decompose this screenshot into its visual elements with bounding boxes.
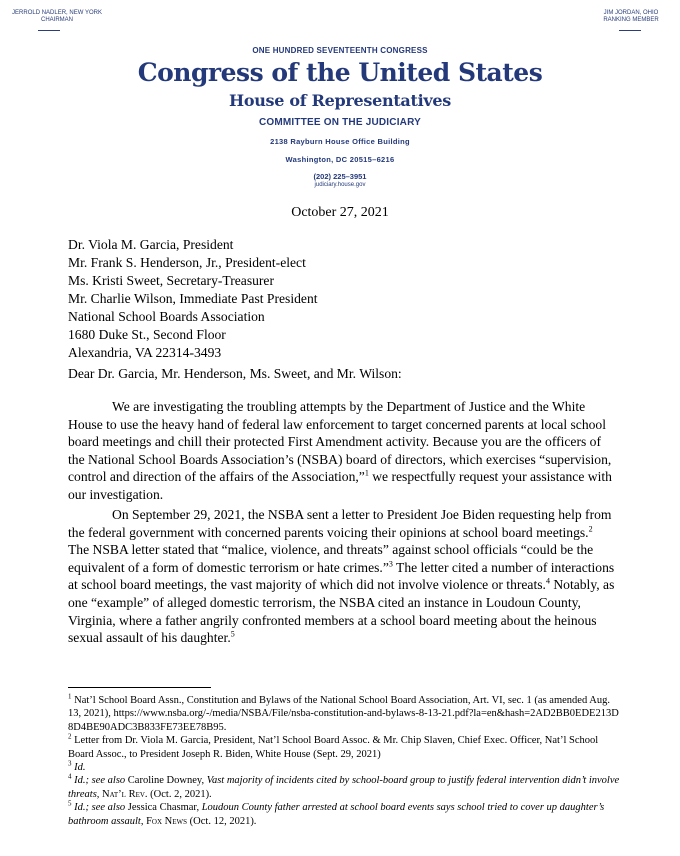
paragraph-text: The NSBA letter stated that “malice, violence, and threats” against school officials “could be the equivalent of a form of domestic terrorism or hate crimes.” bbox=[68, 542, 594, 575]
ranking-member-rule bbox=[619, 30, 641, 31]
recipient-line: Mr. Frank S. Henderson, Jr., President-elect bbox=[68, 255, 306, 270]
ranking-member-title: RANKING MEMBER bbox=[603, 17, 659, 23]
footnote-ref-3: 3 bbox=[388, 559, 393, 569]
body-paragraph-1 bbox=[68, 398, 616, 504]
footnote-number: 1 bbox=[68, 692, 72, 701]
footnote-3 bbox=[68, 761, 620, 774]
footnote-article-title: Vast majority of incidents cited by school-board group to justify federal intervention didn’t involve threats, bbox=[68, 775, 620, 800]
footnote-text: Id.; see also bbox=[71, 802, 126, 814]
paragraph-text: Notably, as one “example” of alleged domestic terrorism, the NSBA cited an instance in Loudoun County, Virginia, where a father angrily confronted members at a school board meeting about the heinous sexual assault of his daughter. bbox=[68, 577, 615, 646]
footnote-text: Letter from Dr. Viola M. Garcia, President, Nat’l School Board Assoc. & Mr. Chip Slaven, Chief Exec. Officer, Nat’l School Board Assoc., to President Joseph R. Biden, White House (Sept. 29, 2021) bbox=[68, 735, 599, 760]
body-paragraph-2 bbox=[68, 506, 616, 647]
footnote-publication: , Fox News bbox=[140, 815, 188, 827]
recipient-line: Ms. Kristi Sweet, Secretary-Treasurer bbox=[68, 273, 274, 288]
recipient-address bbox=[68, 236, 318, 362]
paragraph-text: We are investigating the troubling attempts by the Department of Justice and the White House to use the heavy hand of federal law enforcement to target concerned parents at local school board meetings and chill their protected First Amendment activity. Because you are the officers of the National School Boards Association’s (NSBA) board of directors, which exercises “supervision, control and direction of the affairs of the Association,” bbox=[68, 399, 612, 485]
paragraph-text: we respectfully request your assistance with our investigation. bbox=[68, 469, 612, 502]
footnote-number: 3 bbox=[68, 759, 72, 768]
congress-number: ONE HUNDRED SEVENTEENTH CONGRESS bbox=[252, 46, 428, 55]
footnote-author: Jessica Chasmar, bbox=[125, 802, 202, 814]
chairman-name: JERROLD NADLER, NEW YORK bbox=[12, 10, 102, 16]
footnote-publication: Nat’l Rev. bbox=[99, 788, 148, 800]
footnotes bbox=[68, 694, 620, 828]
footnote-url[interactable]: https://www.nsba.org/-/media/NSBA/File/nsba-constitution-and-bylaws-8-13-21.pdf?la=en&hash=2AD2BB0EDE213D8D4BE90ADC3B833FE73EE78B95 bbox=[68, 708, 619, 733]
office-phone: (202) 225–3951 bbox=[313, 172, 367, 181]
recipient-line: Alexandria, VA 22314-3493 bbox=[68, 345, 222, 360]
congress-title: Congress of the United States bbox=[137, 58, 543, 87]
salutation: Dear Dr. Garcia, Mr. Henderson, Ms. Sweet, and Mr. Wilson: bbox=[68, 366, 402, 381]
footnote-text: Id.; see also bbox=[71, 775, 126, 787]
footnote-ref-1: 1 bbox=[364, 468, 369, 478]
footnote-text: . bbox=[223, 721, 227, 733]
letter-date: October 27, 2021 bbox=[291, 205, 389, 220]
footnote-date: (Oct. 12, 2021). bbox=[187, 815, 257, 827]
chairman-rule bbox=[38, 30, 60, 31]
footnote-article-title: Loudoun County father arrested at school board events says school tried to cover up daughter’s bathroom assault bbox=[68, 802, 605, 827]
office-city: Washington, DC 20515–6216 bbox=[285, 155, 395, 164]
footnote-ref-2: 2 bbox=[588, 524, 593, 534]
footnote-5 bbox=[68, 801, 620, 828]
footnote-1 bbox=[68, 694, 620, 734]
paragraph-text: The letter cited a number of interactions at school board meetings, the vast majority of which did not involve violence or threats. bbox=[68, 559, 615, 593]
recipient-line: 1680 Duke St., Second Floor bbox=[68, 327, 226, 342]
paragraph-text: On September 29, 2021, the NSBA sent a letter to President Joe Biden requesting help from the federal government with concerned parents voicing their opinions at school board meetings. bbox=[68, 507, 612, 540]
footnote-text: Nat’l School Board Assn., Constitution and Bylaws of the National School Board Association, Art. VI, sec. 1 (as amended Aug. 13, 2021), bbox=[68, 695, 610, 720]
committee-website: judiciary.house.gov bbox=[314, 182, 366, 188]
footnote-date: (Oct. 2, 2021). bbox=[147, 788, 212, 800]
recipient-line: National School Boards Association bbox=[68, 309, 265, 324]
chairman-block bbox=[10, 10, 104, 24]
footnote-2 bbox=[68, 734, 620, 761]
office-building: 2138 Rayburn House Office Building bbox=[270, 137, 410, 146]
recipient-line: Mr. Charlie Wilson, Immediate Past President bbox=[68, 291, 318, 306]
footnote-author: Caroline Downey, bbox=[125, 775, 207, 787]
footnote-ref-4: 4 bbox=[545, 576, 550, 586]
committee-name: COMMITTEE ON THE JUDICIARY bbox=[258, 117, 422, 128]
footnote-number: 4 bbox=[68, 772, 72, 781]
ranking-member-block bbox=[588, 10, 674, 24]
footnote-number: 5 bbox=[68, 799, 72, 808]
footnote-ref-5: 5 bbox=[230, 629, 235, 639]
house-title: House of Representatives bbox=[229, 91, 451, 110]
footnote-number: 2 bbox=[68, 732, 72, 741]
footnote-divider bbox=[68, 687, 211, 688]
recipient-line: Dr. Viola M. Garcia, President bbox=[68, 237, 234, 252]
footnote-text: Id. bbox=[71, 762, 86, 774]
footnote-4 bbox=[68, 774, 620, 801]
ranking-member-name: JIM JORDAN, OHIO bbox=[603, 10, 659, 16]
chairman-title: CHAIRMAN bbox=[40, 17, 73, 23]
